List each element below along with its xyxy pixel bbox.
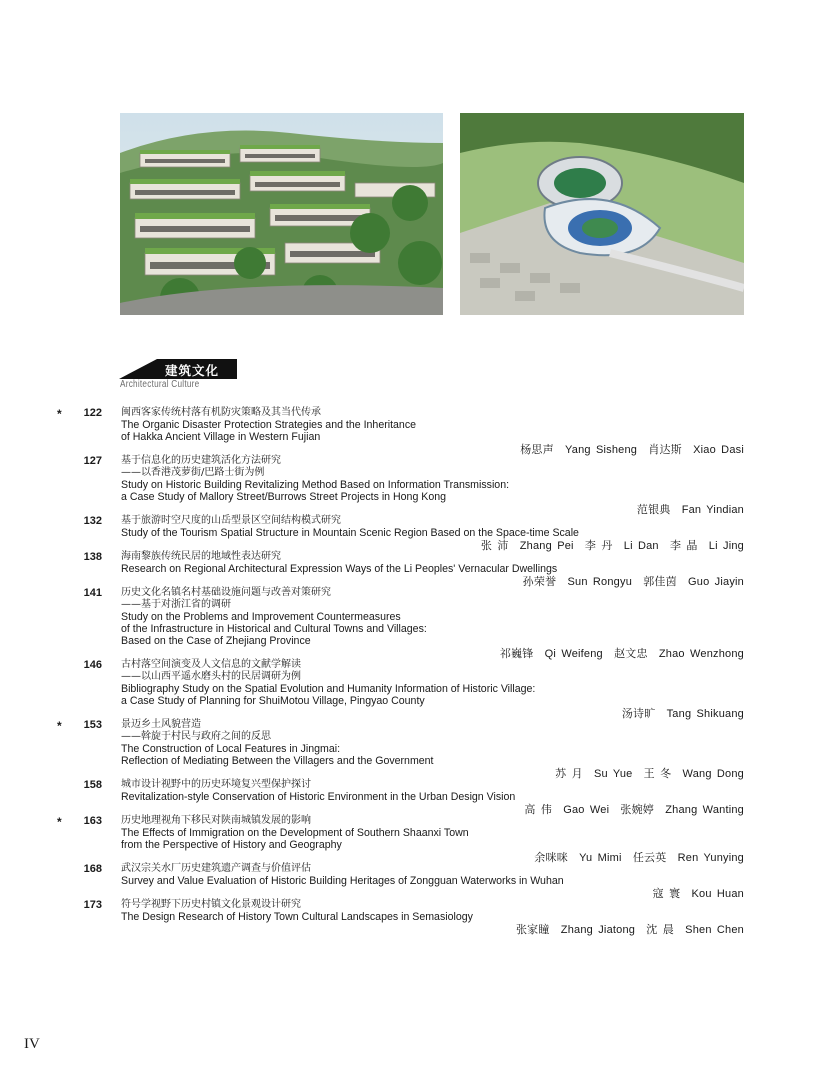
featured-star-icon: * [57, 719, 62, 733]
entry-authors: 张 沛 Zhang Pei 李 丹 Li Dan 李 晶 Li Jing [480, 540, 744, 552]
entry-authors: 寇 寰 Kou Huan [652, 888, 744, 900]
entry-title-en: from the Perspective of History and Geography [121, 839, 342, 851]
entry-title-cn: 基于信息化的历史建筑活化方法研究 [121, 455, 281, 466]
entry-authors: 余咪咪 Yu Mimi 任云英 Ren Yunying [534, 852, 744, 864]
terraced-residential-rendering [120, 113, 443, 315]
entry-title-en: The Effects of Immigration on the Development of Southern Shaanxi Town [121, 827, 469, 839]
section-title-cn: 建筑文化 [165, 363, 220, 378]
entry-authors: 高 伟 Gao Wei 张婉婷 Zhang Wanting [524, 804, 744, 816]
page-number: 138 [83, 551, 102, 563]
entry-title-cn: 武汉宗关水厂历史建筑遗产调查与价值评估 [121, 863, 311, 874]
entry-title-cn: 历史地理视角下移民对陕南城镇发展的影响 [121, 815, 311, 826]
page-number: 141 [83, 587, 102, 599]
stadium-aerial-rendering [460, 113, 744, 315]
entry-title-en: a Case Study of Mallory Street/Burrows Street Projects in Hong Kong [121, 491, 447, 503]
entry-subtitle-cn: ——以山西平遥水磨头村的民居调研为例 [121, 671, 301, 682]
page-number: 168 [83, 863, 102, 875]
entry-subtitle-cn: ——基于对浙江省的调研 [121, 599, 231, 610]
section-title-en: Architectural Culture [120, 379, 200, 390]
entry-title-cn: 基于旅游时空尺度的山岳型景区空间结构模式研究 [121, 515, 341, 526]
entry-authors: 杨思声 Yang Sisheng 肖达斯 Xiao Dasi [520, 444, 744, 456]
entry-authors: 范银典 Fan Yindian [636, 504, 744, 516]
entry-authors: 苏 月 Su Yue 王 冬 Wang Dong [555, 768, 744, 780]
entry-authors: 张家瞳 Zhang Jiatong 沈 晨 Shen Chen [515, 924, 744, 936]
entry-title-en: of Hakka Ancient Village in Western Fujian [121, 431, 321, 443]
page-number: 122 [83, 407, 102, 419]
page-number: 158 [83, 779, 102, 791]
entry-title-en: a Case Study of Planning for ShuiMotou Village, Pingyao County [121, 695, 425, 707]
entry-title-en: The Design Research of History Town Cultural Landscapes in Semasiology [121, 911, 473, 923]
entry-title-cn: 古村落空间演变及人文信息的文献学解读 [121, 659, 301, 670]
entry-title-en: Survey and Value Evaluation of Historic Building Heritages of Zongguan Waterworks in Wuhan [121, 875, 564, 887]
entry-title-cn: 符号学视野下历史村镇文化景观设计研究 [121, 899, 301, 910]
entry-title-en: Revitalization-style Conservation of Historic Environment in the Urban Design Vision [121, 791, 516, 803]
entry-title-en: Reflection of Mediating Between the Villagers and the Government [121, 755, 434, 767]
entry-title-en: Research on Regional Architectural Expression Ways of the Li Peoples' Vernacular Dwellings [121, 563, 558, 575]
page-number: 146 [83, 659, 102, 671]
entry-title-en: The Organic Disaster Protection Strategies and the Inheritance [121, 419, 417, 431]
entry-title-en: Study on Historic Building Revitalizing Method Based on Information Transmission: [121, 479, 510, 491]
entry-title-en: Study of the Tourism Spatial Structure in Mountain Scenic Region Based on the Space-time Scale [121, 527, 579, 539]
page-folio: IV [24, 1036, 40, 1052]
page-number: 163 [83, 815, 102, 827]
entry-title-en: Based on the Case of Zhejiang Province [121, 635, 311, 647]
entry-title-cn: 历史文化名镇名村基础设施问题与改善对策研究 [121, 587, 331, 598]
entry-subtitle-cn: ——斡旋于村民与政府之间的反思 [121, 731, 271, 742]
entry-title-en: Study on the Problems and Improvement Countermeasures [121, 611, 401, 623]
page-number: 173 [83, 899, 102, 911]
entry-title-en: The Construction of Local Features in Jingmai: [121, 743, 341, 755]
featured-star-icon: * [57, 407, 62, 421]
entry-subtitle-cn: ——以香港茂萝街/巴路士街为例 [121, 467, 265, 478]
entry-title-cn: 海南黎族传统民居的地域性表达研究 [121, 551, 281, 562]
entry-authors: 孙荣誉 Sun Rongyu 郭佳茵 Guo Jiayin [522, 576, 744, 588]
page-number: 127 [83, 455, 102, 467]
entry-title-cn: 城市设计视野中的历史环境复兴型保护探讨 [121, 779, 311, 790]
entry-title-en: Bibliography Study on the Spatial Evolution and Humanity Information of Historic Village: [121, 683, 536, 695]
page-number: 153 [83, 719, 102, 731]
entry-authors: 祁巍锋 Qi Weifeng 赵文忠 Zhao Wenzhong [499, 648, 744, 660]
entry-authors: 汤诗旷 Tang Shikuang [621, 708, 744, 720]
entry-title-cn: 闽西客家传统村落有机防灾策略及其当代传承 [121, 407, 321, 418]
section-header [119, 359, 239, 395]
entry-title-cn: 景迈乡土风貌营造 [121, 719, 201, 730]
entry-title-en: of the Infrastructure in Historical and Cultural Towns and Villages: [121, 623, 427, 635]
featured-star-icon: * [57, 815, 62, 829]
page-number: 132 [83, 515, 102, 527]
